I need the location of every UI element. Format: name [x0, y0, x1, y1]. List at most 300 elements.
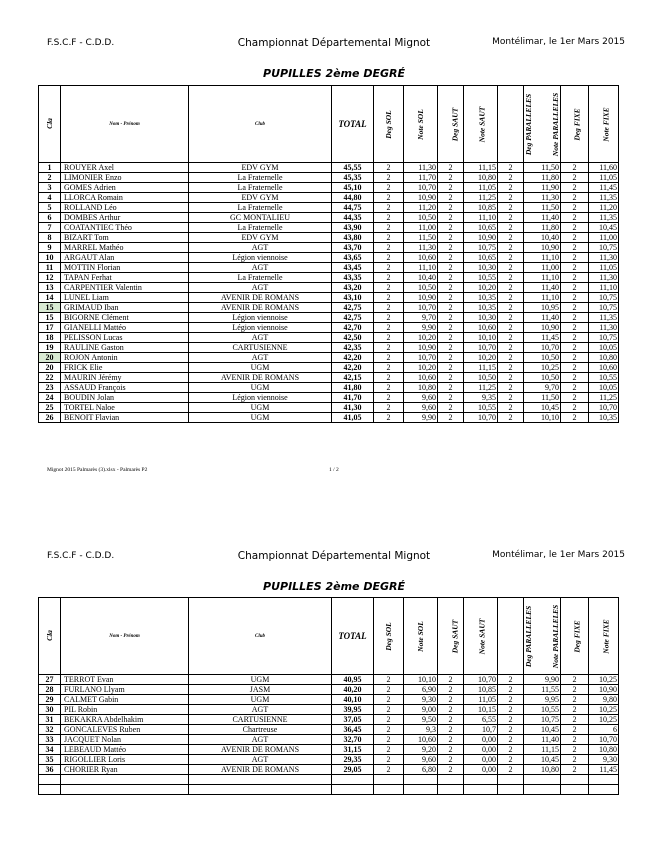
- note-saut-cell: 10,20: [464, 283, 498, 293]
- rank-cell: 14: [39, 293, 61, 303]
- deg-fixe-cell: 2: [561, 695, 589, 705]
- deg-fixe-cell: 2: [561, 363, 589, 373]
- rank-cell: 19: [39, 343, 61, 353]
- deg-fixe-cell: 2: [561, 383, 589, 393]
- club-cell: AVENIR DE ROMANS: [189, 293, 332, 303]
- deg-par-cell: 2: [498, 223, 524, 233]
- rank-cell: 3: [39, 183, 61, 193]
- name-cell: PIL Robin: [61, 705, 189, 715]
- club-cell: UGM: [189, 695, 332, 705]
- name-cell: BOUDIN Jolan: [61, 393, 189, 403]
- table-row: [39, 163, 619, 173]
- club-cell: UGM: [189, 413, 332, 423]
- total-cell: 42,50: [332, 333, 374, 343]
- name-cell: ARGAUT Alan: [61, 253, 189, 263]
- rank-cell: 33: [39, 735, 61, 745]
- deg-par-cell: 2: [498, 393, 524, 403]
- empty-cell: [561, 775, 589, 785]
- note-fixe-cell: 10,70: [589, 403, 619, 413]
- col-note-sol: Note SOL: [404, 86, 438, 163]
- note-saut-cell: 10,65: [464, 223, 498, 233]
- deg-par-cell: 2: [498, 253, 524, 263]
- rank-cell: 13: [39, 283, 61, 293]
- note-par-cell: 10,50: [524, 373, 561, 383]
- table-row: [39, 715, 619, 725]
- table-row: [39, 705, 619, 715]
- note-fixe-cell: 10,80: [589, 745, 619, 755]
- col-total: TOTAL: [332, 86, 374, 163]
- page-title-2: Championnat Départemental Mignot: [237, 550, 431, 562]
- deg-saut-cell: 2: [438, 755, 464, 765]
- deg-sol-cell: 2: [374, 363, 404, 373]
- deg-par-cell: 2: [498, 755, 524, 765]
- col-note-saut-2: Note SAUT: [464, 598, 498, 675]
- club-cell: EDV GYM: [189, 163, 332, 173]
- deg-fixe-cell: 2: [561, 313, 589, 323]
- note-fixe-cell: 11,20: [589, 203, 619, 213]
- deg-saut-cell: 2: [438, 263, 464, 273]
- empty-cell: [524, 785, 561, 795]
- col-name-2: Nom - Prénom: [61, 598, 189, 675]
- empty-cell: [404, 775, 438, 785]
- note-par-cell: 11,55: [524, 685, 561, 695]
- rank-cell: 2: [39, 173, 61, 183]
- col-deg-sol-2: Deg SOL: [374, 598, 404, 675]
- note-saut-cell: 10,50: [464, 373, 498, 383]
- note-sol-cell: 10,70: [404, 353, 438, 363]
- note-par-cell: 10,90: [524, 323, 561, 333]
- total-cell: 42,35: [332, 343, 374, 353]
- empty-cell: [374, 775, 404, 785]
- deg-par-cell: 2: [498, 343, 524, 353]
- deg-sol-cell: 2: [374, 173, 404, 183]
- deg-par-cell: 2: [498, 735, 524, 745]
- total-cell: 42,70: [332, 323, 374, 333]
- deg-saut-cell: 2: [438, 705, 464, 715]
- note-par-cell: 9,90: [524, 675, 561, 685]
- deg-fixe-cell: 2: [561, 323, 589, 333]
- rank-cell: 11: [39, 263, 61, 273]
- deg-saut-cell: 2: [438, 353, 464, 363]
- name-cell: TERROT Evan: [61, 675, 189, 685]
- club-cell: UGM: [189, 403, 332, 413]
- deg-par-cell: 2: [498, 183, 524, 193]
- note-sol-cell: 9,50: [404, 715, 438, 725]
- note-sol-cell: 6,80: [404, 765, 438, 775]
- note-saut-cell: 10,70: [464, 413, 498, 423]
- note-saut-cell: 10,85: [464, 203, 498, 213]
- total-cell: 41,05: [332, 413, 374, 423]
- total-cell: 43,45: [332, 263, 374, 273]
- note-fixe-cell: 11,00: [589, 233, 619, 243]
- rank-cell: 35: [39, 755, 61, 765]
- col-cla: Cla: [39, 86, 61, 163]
- place-date-2: Montélimar, le 1er Mars 2015: [492, 550, 625, 560]
- table-row: [39, 765, 619, 775]
- note-par-cell: 10,25: [524, 363, 561, 373]
- note-saut-cell: 0,00: [464, 755, 498, 765]
- deg-sol-cell: 2: [374, 213, 404, 223]
- name-cell: MAURIN Jérémy: [61, 373, 189, 383]
- note-saut-cell: 10,35: [464, 303, 498, 313]
- deg-par-cell: 2: [498, 363, 524, 373]
- empty-cell: [464, 775, 498, 785]
- total-cell: 36,45: [332, 725, 374, 735]
- table-row: [39, 173, 619, 183]
- rank-cell: 27: [39, 675, 61, 685]
- name-cell: CHORIER Ryan: [61, 765, 189, 775]
- rank-cell: 18: [39, 333, 61, 343]
- empty-cell: [332, 785, 374, 795]
- note-par-cell: 10,40: [524, 233, 561, 243]
- table-row: [39, 183, 619, 193]
- col-cla-2: Cla: [39, 598, 61, 675]
- deg-sol-cell: 2: [374, 675, 404, 685]
- note-sol-cell: 9,3: [404, 725, 438, 735]
- deg-sol-cell: 2: [374, 243, 404, 253]
- deg-par-cell: 2: [498, 745, 524, 755]
- note-par-cell: 11,80: [524, 173, 561, 183]
- deg-saut-cell: 2: [438, 273, 464, 283]
- note-fixe-cell: 10,25: [589, 675, 619, 685]
- rank-cell: 22: [39, 373, 61, 383]
- club-cell: AGT: [189, 283, 332, 293]
- note-sol-cell: 6,90: [404, 685, 438, 695]
- club-cell: AGT: [189, 735, 332, 745]
- table-row: [39, 293, 619, 303]
- rank-cell: 29: [39, 695, 61, 705]
- note-sol-cell: 9,70: [404, 313, 438, 323]
- note-par-cell: 9,70: [524, 383, 561, 393]
- deg-fixe-cell: 2: [561, 253, 589, 263]
- org-label: F.S.C.F - C.D.D.: [47, 38, 115, 48]
- empty-cell: [589, 775, 619, 785]
- note-saut-cell: 10,35: [464, 293, 498, 303]
- total-cell: 44,80: [332, 193, 374, 203]
- note-fixe-cell: 10,75: [589, 293, 619, 303]
- total-cell: 40,20: [332, 685, 374, 695]
- deg-par-cell: 2: [498, 403, 524, 413]
- rank-cell: 7: [39, 223, 61, 233]
- deg-fixe-cell: 2: [561, 333, 589, 343]
- table-row: [39, 735, 619, 745]
- note-saut-cell: 11,15: [464, 163, 498, 173]
- note-sol-cell: 11,50: [404, 233, 438, 243]
- note-saut-cell: 0,00: [464, 735, 498, 745]
- club-cell: UGM: [189, 675, 332, 685]
- total-cell: 42,20: [332, 363, 374, 373]
- note-par-cell: 10,90: [524, 243, 561, 253]
- total-cell: 44,35: [332, 213, 374, 223]
- note-sol-cell: 9,30: [404, 695, 438, 705]
- note-fixe-cell: 10,75: [589, 243, 619, 253]
- note-sol-cell: 10,70: [404, 183, 438, 193]
- deg-sol-cell: 2: [374, 393, 404, 403]
- deg-saut-cell: 2: [438, 163, 464, 173]
- note-fixe-cell: 10,80: [589, 353, 619, 363]
- empty-cell: [589, 785, 619, 795]
- note-saut-cell: 11,25: [464, 383, 498, 393]
- total-cell: 43,10: [332, 293, 374, 303]
- table-row: [39, 203, 619, 213]
- table-row: [39, 243, 619, 253]
- deg-saut-cell: 2: [438, 313, 464, 323]
- rank-cell: 28: [39, 685, 61, 695]
- note-sol-cell: 11,70: [404, 173, 438, 183]
- total-cell: 43,20: [332, 283, 374, 293]
- deg-par-cell: 2: [498, 695, 524, 705]
- note-par-cell: 11,10: [524, 273, 561, 283]
- note-sol-cell: 10,60: [404, 735, 438, 745]
- deg-sol-cell: 2: [374, 233, 404, 243]
- note-fixe-cell: 9,80: [589, 695, 619, 705]
- deg-saut-cell: 2: [438, 745, 464, 755]
- deg-par-cell: 2: [498, 685, 524, 695]
- deg-saut-cell: 2: [438, 685, 464, 695]
- total-cell: 42,20: [332, 353, 374, 363]
- rank-cell: 9: [39, 243, 61, 253]
- empty-cell: [561, 785, 589, 795]
- note-saut-cell: 10,20: [464, 353, 498, 363]
- note-saut-cell: 6,55: [464, 715, 498, 725]
- table-row: [39, 263, 619, 273]
- deg-fixe-cell: 2: [561, 193, 589, 203]
- note-sol-cell: 10,80: [404, 383, 438, 393]
- note-fixe-cell: 11,30: [589, 253, 619, 263]
- deg-sol-cell: 2: [374, 705, 404, 715]
- table-row: [39, 695, 619, 705]
- deg-par-cell: 2: [498, 413, 524, 423]
- note-fixe-cell: 11,35: [589, 193, 619, 203]
- note-sol-cell: 10,10: [404, 675, 438, 685]
- col-note-fixe-2: Note FIXE: [589, 598, 619, 675]
- empty-cell: [39, 775, 61, 785]
- col-total-2: TOTAL: [332, 598, 374, 675]
- note-saut-cell: 10,70: [464, 675, 498, 685]
- deg-saut-cell: 2: [438, 253, 464, 263]
- club-cell: Légion viennoise: [189, 313, 332, 323]
- deg-fixe-cell: 2: [561, 303, 589, 313]
- deg-saut-cell: 2: [438, 675, 464, 685]
- deg-saut-cell: 2: [438, 283, 464, 293]
- table-row: [39, 273, 619, 283]
- empty-cell: [498, 785, 524, 795]
- club-cell: CARTUSIENNE: [189, 343, 332, 353]
- note-saut-cell: 10,80: [464, 173, 498, 183]
- note-saut-cell: 10,30: [464, 313, 498, 323]
- col-name: Nom - Prénom: [61, 86, 189, 163]
- note-sol-cell: 9,20: [404, 745, 438, 755]
- rank-cell: 24: [39, 393, 61, 403]
- table-body-page-1: [39, 163, 619, 423]
- note-par-cell: 11,50: [524, 393, 561, 403]
- rank-cell: 32: [39, 725, 61, 735]
- note-fixe-cell: 10,70: [589, 735, 619, 745]
- note-saut-cell: 10,60: [464, 323, 498, 333]
- name-cell: MOTTIN Florian: [61, 263, 189, 273]
- total-cell: 40,10: [332, 695, 374, 705]
- note-fixe-cell: 11,45: [589, 765, 619, 775]
- deg-fixe-cell: 2: [561, 203, 589, 213]
- deg-par-cell: 2: [498, 313, 524, 323]
- name-cell: DOMBES Arthur: [61, 213, 189, 223]
- empty-cell: [61, 785, 189, 795]
- note-fixe-cell: 10,55: [589, 373, 619, 383]
- note-saut-cell: 11,05: [464, 183, 498, 193]
- note-par-cell: 11,50: [524, 163, 561, 173]
- total-cell: 43,90: [332, 223, 374, 233]
- deg-sol-cell: 2: [374, 193, 404, 203]
- note-par-cell: 10,80: [524, 765, 561, 775]
- table-row: [39, 755, 619, 765]
- total-cell: 45,35: [332, 173, 374, 183]
- table-row: [39, 253, 619, 263]
- table-row: [39, 313, 619, 323]
- club-cell: AGT: [189, 705, 332, 715]
- name-cell: GIANELLI Mattéo: [61, 323, 189, 333]
- rank-cell: 30: [39, 705, 61, 715]
- total-cell: 43,70: [332, 243, 374, 253]
- club-cell: EDV GYM: [189, 193, 332, 203]
- deg-fixe-cell: 2: [561, 163, 589, 173]
- total-cell: 39,95: [332, 705, 374, 715]
- deg-par-cell: 2: [498, 705, 524, 715]
- rank-cell: 4: [39, 193, 61, 203]
- deg-fixe-cell: 2: [561, 685, 589, 695]
- note-fixe-cell: 11,30: [589, 273, 619, 283]
- empty-row: [39, 785, 619, 795]
- deg-par-cell: 2: [498, 263, 524, 273]
- empty-cell: [524, 775, 561, 785]
- col-deg-par-2: Deg PARALLELES: [498, 598, 524, 675]
- note-sol-cell: 10,20: [404, 333, 438, 343]
- rank-cell: 12: [39, 273, 61, 283]
- rank-cell: 20: [39, 353, 61, 363]
- deg-saut-cell: 2: [438, 303, 464, 313]
- note-saut-cell: 10,85: [464, 685, 498, 695]
- total-cell: 40,95: [332, 675, 374, 685]
- deg-sol-cell: 2: [374, 765, 404, 775]
- total-cell: 44,75: [332, 203, 374, 213]
- club-cell: La Fraternelle: [189, 173, 332, 183]
- note-fixe-cell: 11,45: [589, 183, 619, 193]
- empty-cell: [438, 785, 464, 795]
- total-cell: 42,15: [332, 373, 374, 383]
- club-cell: La Fraternelle: [189, 273, 332, 283]
- deg-sol-cell: 2: [374, 293, 404, 303]
- deg-fixe-cell: 2: [561, 283, 589, 293]
- note-saut-cell: 10,90: [464, 233, 498, 243]
- table-row: [39, 333, 619, 343]
- note-par-cell: 10,45: [524, 725, 561, 735]
- table-row: [39, 383, 619, 393]
- deg-fixe-cell: 2: [561, 755, 589, 765]
- note-par-cell: 11,15: [524, 745, 561, 755]
- table-row: [39, 353, 619, 363]
- deg-par-cell: 2: [498, 303, 524, 313]
- deg-fixe-cell: 2: [561, 725, 589, 735]
- empty-cell: [39, 785, 61, 795]
- note-sol-cell: 11,30: [404, 163, 438, 173]
- deg-sol-cell: 2: [374, 353, 404, 363]
- name-cell: ASSAUD François: [61, 383, 189, 393]
- deg-saut-cell: 2: [438, 695, 464, 705]
- deg-sol-cell: 2: [374, 183, 404, 193]
- deg-sol-cell: 2: [374, 333, 404, 343]
- deg-saut-cell: 2: [438, 383, 464, 393]
- col-club: Club: [189, 86, 332, 163]
- note-sol-cell: 10,70: [404, 303, 438, 313]
- club-cell: La Fraternelle: [189, 183, 332, 193]
- table-row: [39, 725, 619, 735]
- deg-fixe-cell: 2: [561, 745, 589, 755]
- empty-cell: [374, 785, 404, 795]
- deg-saut-cell: 2: [438, 363, 464, 373]
- deg-sol-cell: 2: [374, 303, 404, 313]
- name-cell: BIZART Tom: [61, 233, 189, 243]
- deg-sol-cell: 2: [374, 373, 404, 383]
- deg-saut-cell: 2: [438, 233, 464, 243]
- note-par-cell: 10,55: [524, 705, 561, 715]
- rank-cell: 23: [39, 383, 61, 393]
- deg-par-cell: 2: [498, 353, 524, 363]
- note-par-cell: 11,40: [524, 213, 561, 223]
- note-fixe-cell: 10,05: [589, 343, 619, 353]
- club-cell: EDV GYM: [189, 233, 332, 243]
- deg-sol-cell: 2: [374, 203, 404, 213]
- deg-fixe-cell: 2: [561, 675, 589, 685]
- empty-cell: [332, 775, 374, 785]
- total-cell: 29,35: [332, 755, 374, 765]
- note-saut-cell: 10,15: [464, 705, 498, 715]
- note-fixe-cell: 10,60: [589, 363, 619, 373]
- club-cell: La Fraternelle: [189, 203, 332, 213]
- deg-sol-cell: 2: [374, 383, 404, 393]
- club-cell: CARTUSIENNE: [189, 715, 332, 725]
- note-sol-cell: 9,60: [404, 403, 438, 413]
- deg-sol-cell: 2: [374, 413, 404, 423]
- note-par-cell: 9,95: [524, 695, 561, 705]
- table-row: [39, 193, 619, 203]
- deg-sol-cell: 2: [374, 745, 404, 755]
- table-row: [39, 675, 619, 685]
- note-par-cell: 11,00: [524, 263, 561, 273]
- club-cell: Légion viennoise: [189, 323, 332, 333]
- note-par-cell: 10,45: [524, 403, 561, 413]
- deg-fixe-cell: 2: [561, 403, 589, 413]
- note-sol-cell: 11,30: [404, 243, 438, 253]
- rank-cell: 17: [39, 323, 61, 333]
- note-fixe-cell: 11,25: [589, 393, 619, 403]
- note-saut-cell: 10,75: [464, 243, 498, 253]
- table-row: [39, 403, 619, 413]
- total-cell: 43,65: [332, 253, 374, 263]
- total-cell: 42,75: [332, 303, 374, 313]
- note-par-cell: 11,10: [524, 293, 561, 303]
- note-par-cell: 10,10: [524, 413, 561, 423]
- col-deg-fixe-2: Deg FIXE: [561, 598, 589, 675]
- empty-cell: [404, 785, 438, 795]
- note-saut-cell: 0,00: [464, 745, 498, 755]
- deg-saut-cell: 2: [438, 393, 464, 403]
- deg-fixe-cell: 2: [561, 705, 589, 715]
- deg-par-cell: 2: [498, 243, 524, 253]
- note-saut-cell: 11,25: [464, 193, 498, 203]
- note-sol-cell: 10,90: [404, 193, 438, 203]
- club-cell: AGT: [189, 755, 332, 765]
- col-note-fixe: Note FIXE: [589, 86, 619, 163]
- deg-sol-cell: 2: [374, 685, 404, 695]
